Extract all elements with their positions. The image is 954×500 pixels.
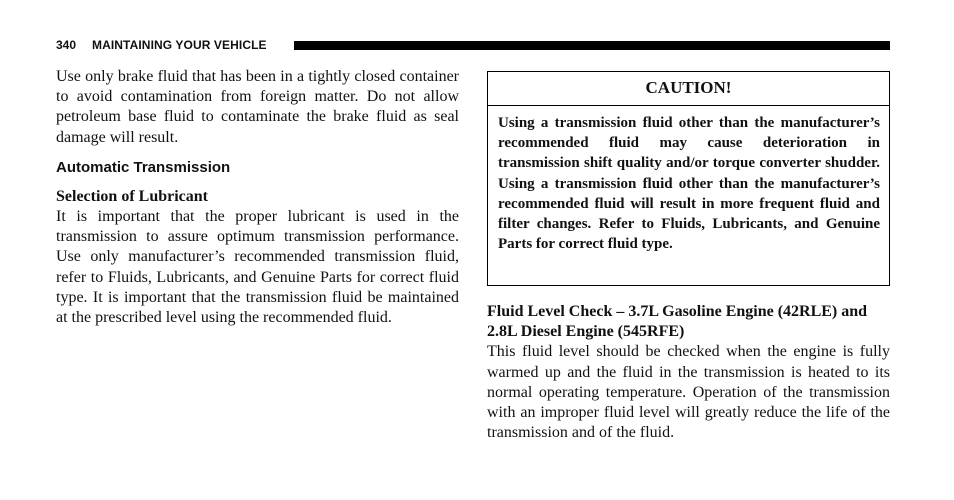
fluid-level-check-heading: Fluid Level Check – 3.7L Gasoline Engine (42RLE) and 2.8L Diesel Engine (545RFE) — [487, 303, 868, 341]
left-column — [56, 67, 459, 328]
section-title: MAINTAINING YOUR VEHICLE — [92, 38, 267, 52]
fluid-level-paragraph: This fluid level should be checked when the engine is fully warmed up and the fluid in the transmission is heated to its normal operating temperature. Operation of the transmission with an improper fluid level will greatly reduce the life of the transmission and of the fluid. — [487, 343, 890, 442]
right-column — [487, 302, 890, 443]
caution-text: Using a transmission fluid other than the manufacturer’s recommended fluid may cause deterioration in transmission shift quality and/or torque converter shudder. Using a transmission fluid other than the manufacturer’s recommended fluid will result in more frequent fluid and filter changes. Refer to Fluids, Lubricants, and Genuine Parts for correct fluid type. — [498, 115, 880, 253]
page-header — [56, 38, 890, 52]
automatic-transmission-heading: Automatic Transmission — [56, 158, 231, 176]
caution-box — [487, 71, 890, 286]
page-number: 340 — [56, 38, 77, 52]
brake-fluid-paragraph: Use only brake fluid that has been in a tightly closed container to avoid contamination from foreign matter. Do not allow petroleum base fluid to contaminate the brake fluid as seal damage will result. — [56, 68, 459, 146]
caution-title: CAUTION! — [488, 72, 889, 106]
lubricant-paragraph: It is important that the proper lubricant is used in the transmission to assure optimum transmission performance. Use only manufacturer’s recommended transmission fluid, refer to Fluids, Lubricants, and Genuine Parts for correct fluid type. It is important that the transmission fluid be maintained at the prescribed level using the recommended fluid. — [56, 208, 459, 327]
selection-of-lubricant-heading: Selection of Lubricant — [56, 187, 208, 205]
header-rule — [294, 41, 890, 50]
